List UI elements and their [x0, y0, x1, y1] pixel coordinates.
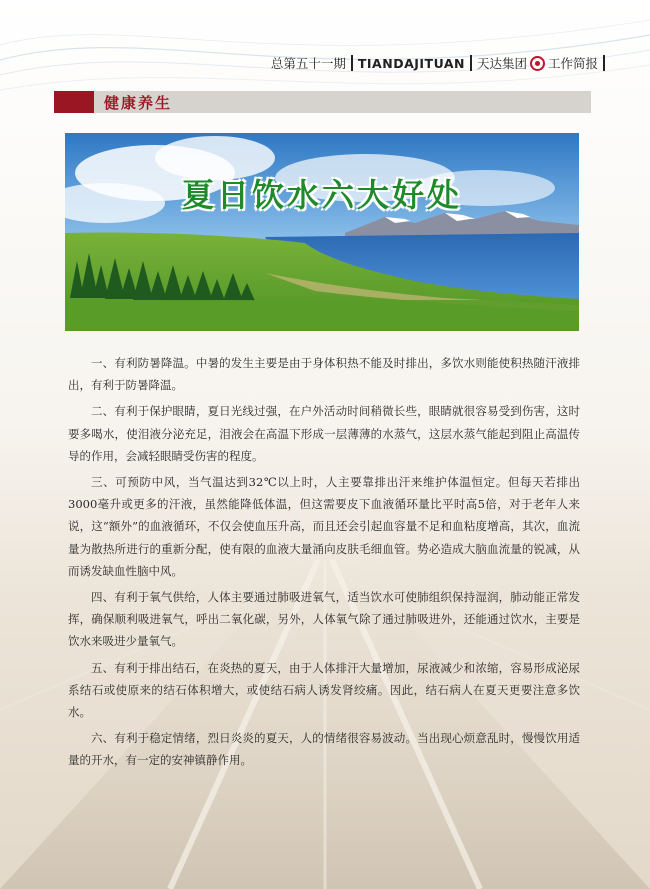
issue-number: 总第五十一期: [270, 56, 346, 71]
hero-title: 夏日饮水六大好处: [181, 176, 462, 214]
paragraph: 二、有利于保护眼睛，夏日光线过强，在户外活动时间稍微长些，眼睛就很容易受到伤害，这时要多喝水，使泪液分泌充足，泪液会在高温下形成一层薄薄的水蒸气，这层水蒸气能起到阻止高温传导的作用，会减轻眼睛受伤害的程度。: [68, 404, 580, 463]
section-header: [54, 91, 591, 113]
hero-image: [65, 133, 579, 331]
paragraph: 四、有利于氧气供给，人体主要通过肺吸进氧气，适当饮水可使肺组织保持湿润，肺动能正常发挥，确保顺利吸进氧气，呼出二氧化碳，另外，人体氧气除了通过肺吸进外，还能通过饮水，主要是饮水来吸进少量氧气。: [68, 590, 580, 649]
publication-name: 工作简报: [547, 56, 598, 71]
page-header: [271, 54, 610, 72]
header-divider: [351, 55, 353, 71]
article-body: [68, 352, 580, 776]
header-divider: [603, 55, 605, 71]
paragraph: 三、可预防中风，当气温达到32℃以上时，人主要靠排出汗来维护体温恒定。但每天若排出3000毫升或更多的汗液，虽然能降低体温，但这需要皮下血液循环量比平时高5倍，对于老年人来说，这“额外”的血液循环，不仅会使血压升高，而且还会引起血容量不足和血粘度增高，其次，血流量为散热所进行的重新分配，使有限的血液大量涌向皮肤毛细血管。势必造成大脑血流量的锐减，从而诱发缺血性脑中风。: [68, 475, 580, 578]
header-divider: [470, 55, 472, 71]
paragraph: 一、有利防暑降温。中暑的发生主要是由于身体积热不能及时排出，多饮水则能使积热随汗液排出，有利于防暑降温。: [68, 356, 580, 393]
company-logo-icon: [530, 56, 545, 71]
section-title: 健康养生: [104, 93, 173, 112]
brand-chinese: 天达集团: [476, 56, 527, 71]
landscape-illustration: [65, 133, 579, 331]
paragraph: 六、有利于稳定情绪，烈日炎炎的夏天，人的情绪很容易波动。当出现心烦意乱时，慢慢饮用适量的开水，有一定的安神镇静作用。: [68, 731, 580, 768]
section-accent-block: [54, 91, 94, 113]
brand-english: TIANDAJITUAN: [357, 55, 465, 71]
paragraph: 五、有利于排出结石，在炎热的夏天，由于人体排汗大量增加，尿液减少和浓缩，容易形成泌尿系结石或使原来的结石体积增大，或使结石病人诱发肾绞痛。因此，结石病人在夏天更要注意多饮水。: [68, 660, 580, 720]
